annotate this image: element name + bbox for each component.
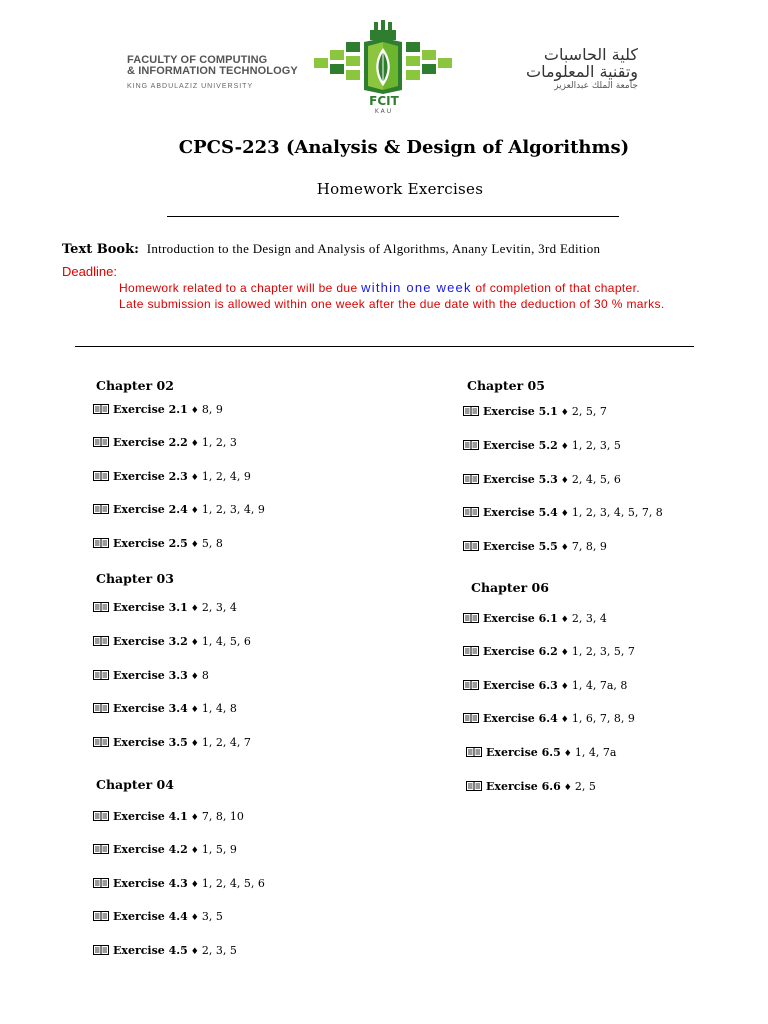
exercise-problems: 1, 2, 3, 5 — [571, 439, 621, 452]
diamond-bullet-icon: ♦ — [190, 604, 199, 614]
exercise-item — [466, 746, 616, 759]
exercise-item — [463, 405, 607, 418]
exercise-problems: 2, 3, 5 — [201, 944, 237, 957]
faculty-name-arabic — [462, 46, 638, 92]
diamond-bullet-icon: ♦ — [560, 682, 569, 692]
exercise-name: Exercise 3.1 — [113, 601, 188, 614]
arabic-university: جامعة الملك عبدالعزيز — [554, 81, 638, 91]
document-header — [0, 0, 768, 120]
diamond-bullet-icon: ♦ — [560, 715, 569, 725]
exercise-item — [93, 635, 251, 648]
book-icon — [93, 471, 109, 481]
exercise-name: Exercise 2.5 — [113, 537, 188, 550]
exercise-name: Exercise 2.2 — [113, 436, 188, 449]
diamond-bullet-icon: ♦ — [560, 509, 569, 519]
exercise-item — [93, 436, 237, 449]
diamond-bullet-icon: ♦ — [190, 406, 199, 416]
exercise-name: Exercise 6.5 — [486, 746, 561, 759]
exercise-item — [463, 439, 621, 452]
exercise-name: Exercise 4.3 — [113, 877, 188, 890]
exercise-name: Exercise 6.2 — [483, 645, 558, 658]
exercise-name: Exercise 6.6 — [486, 780, 561, 793]
exercise-name: Exercise 4.5 — [113, 944, 188, 957]
exercise-problems: 1, 2, 4, 9 — [201, 470, 251, 483]
book-icon — [93, 404, 109, 414]
exercise-problems: 1, 4, 8 — [201, 702, 237, 715]
exercise-name: Exercise 2.4 — [113, 503, 188, 516]
diamond-bullet-icon: ♦ — [190, 506, 199, 516]
exercise-problems: 2, 4, 5, 6 — [571, 473, 621, 486]
exercise-item — [93, 944, 237, 957]
exercise-problems: 8, 9 — [201, 403, 223, 416]
book-icon — [463, 680, 479, 690]
exercise-item — [93, 843, 237, 856]
exercise-problems: 7, 8, 9 — [571, 540, 607, 553]
diamond-bullet-icon: ♦ — [190, 540, 199, 550]
exercise-problems: 8 — [201, 669, 209, 682]
deadline-label: Deadline: — [62, 264, 117, 279]
diamond-bullet-icon: ♦ — [560, 408, 569, 418]
exercise-problems: 1, 2, 3 — [201, 436, 237, 449]
book-icon — [463, 474, 479, 484]
arabic-line-1: كلية الحاسبات — [543, 45, 638, 64]
exercise-problems: 3, 5 — [201, 910, 223, 923]
course-title: CPCS-223 (Analysis & Design of Algorithms) — [178, 137, 630, 158]
diamond-bullet-icon: ♦ — [190, 672, 199, 682]
arabic-line-2: وتقنية المعلومات — [526, 62, 638, 81]
exercise-problems: 1, 2, 4, 5, 6 — [201, 877, 265, 890]
exercise-item — [463, 612, 607, 625]
exercise-problems: 2, 3, 4 — [571, 612, 607, 625]
exercise-item — [93, 736, 251, 749]
exercise-problems: 2, 3, 4 — [201, 601, 237, 614]
faculty-name-english — [127, 55, 298, 92]
book-icon — [463, 713, 479, 723]
exercise-item — [93, 810, 244, 823]
exercise-name: Exercise 5.2 — [483, 439, 558, 452]
exercise-name: Exercise 4.4 — [113, 910, 188, 923]
faculty-line-1: FACULTY OF COMPUTING — [127, 54, 268, 66]
exercise-problems: 1, 2, 4, 7 — [201, 736, 251, 749]
chapter-title: Chapter 06 — [471, 580, 549, 595]
exercise-name: Exercise 5.5 — [483, 540, 558, 553]
exercise-name: Exercise 6.3 — [483, 679, 558, 692]
diamond-bullet-icon: ♦ — [190, 846, 199, 856]
document-subtitle: Homework Exercises — [316, 180, 484, 198]
book-icon — [93, 602, 109, 612]
exercise-item — [93, 601, 237, 614]
exercise-name: Exercise 4.1 — [113, 810, 188, 823]
exercise-item — [93, 503, 265, 516]
exercise-item — [463, 506, 663, 519]
exercise-name: Exercise 5.1 — [483, 405, 558, 418]
book-icon — [466, 747, 482, 757]
chapter-title: Chapter 05 — [467, 378, 545, 393]
textbook-info — [62, 241, 600, 257]
book-icon — [93, 437, 109, 447]
exercise-problems: 2, 5 — [574, 780, 596, 793]
exercise-problems: 1, 2, 3, 5, 7 — [571, 645, 635, 658]
book-icon — [93, 703, 109, 713]
book-icon — [463, 613, 479, 623]
exercise-item — [93, 669, 209, 682]
exercise-name: Exercise 3.3 — [113, 669, 188, 682]
textbook-label: Text Book: — [62, 242, 139, 257]
diamond-bullet-icon: ♦ — [560, 615, 569, 625]
exercise-problems: 5, 8 — [201, 537, 223, 550]
book-icon — [463, 440, 479, 450]
exercise-item — [93, 403, 223, 416]
exercise-name: Exercise 4.2 — [113, 843, 188, 856]
chapter-title: Chapter 02 — [96, 378, 174, 393]
book-icon — [466, 781, 482, 791]
book-icon — [463, 541, 479, 551]
exercise-name: Exercise 3.4 — [113, 702, 188, 715]
diamond-bullet-icon: ♦ — [560, 476, 569, 486]
exercise-item — [93, 537, 223, 550]
deadline-rule-1-pre: Homework related to a chapter will be due — [119, 281, 362, 295]
diamond-bullet-icon: ♦ — [563, 749, 572, 759]
diamond-bullet-icon: ♦ — [560, 442, 569, 452]
faculty-line-2: & INFORMATION TECHNOLOGY — [127, 65, 298, 77]
textbook-value: Introduction to the Design and Analysis of Algorithms, Anany Levitin, 3rd Edition — [146, 241, 601, 256]
exercise-item — [463, 679, 627, 692]
exercise-item — [93, 877, 265, 890]
exercise-problems: 7, 8, 10 — [201, 810, 244, 823]
exercise-name: Exercise 5.3 — [483, 473, 558, 486]
diamond-bullet-icon: ♦ — [190, 947, 199, 957]
book-icon — [93, 911, 109, 921]
exercise-problems: 1, 5, 9 — [201, 843, 237, 856]
diamond-bullet-icon: ♦ — [190, 913, 199, 923]
exercise-problems: 1, 4, 7a — [574, 746, 617, 759]
exercise-item — [463, 540, 607, 553]
exercise-problems: 1, 4, 7a, 8 — [571, 679, 628, 692]
book-icon — [463, 406, 479, 416]
book-icon — [93, 538, 109, 548]
exercise-item — [463, 473, 621, 486]
exercise-name: Exercise 3.5 — [113, 736, 188, 749]
university-name: KING ABDULAZIZ UNIVERSITY — [127, 83, 254, 90]
diamond-bullet-icon: ♦ — [190, 473, 199, 483]
exercise-item — [93, 910, 223, 923]
logo-subtext: KAU — [374, 108, 394, 115]
book-icon — [463, 646, 479, 656]
exercise-name: Exercise 6.1 — [483, 612, 558, 625]
book-icon — [93, 670, 109, 680]
exercise-item — [466, 780, 596, 793]
diamond-bullet-icon: ♦ — [560, 648, 569, 658]
deadline-rule-2: Late submission is allowed within one week after the due date with the deduction of 30 % marks. — [119, 297, 665, 311]
divider-line — [167, 216, 619, 217]
book-icon — [93, 844, 109, 854]
section-divider — [75, 346, 694, 347]
exercise-problems: 1, 4, 5, 6 — [201, 635, 251, 648]
book-icon — [93, 811, 109, 821]
book-icon — [93, 945, 109, 955]
book-icon — [93, 504, 109, 514]
exercise-name: Exercise 5.4 — [483, 506, 558, 519]
exercise-problems: 2, 5, 7 — [571, 405, 607, 418]
exercise-item — [93, 470, 251, 483]
logo-text: FCIT — [369, 94, 399, 108]
diamond-bullet-icon: ♦ — [560, 543, 569, 553]
exercise-item — [463, 712, 635, 725]
deadline-rule-1 — [119, 280, 640, 295]
diamond-bullet-icon: ♦ — [190, 439, 199, 449]
exercise-name: Exercise 2.3 — [113, 470, 188, 483]
exercise-name: Exercise 2.1 — [113, 403, 188, 416]
exercise-problems: 1, 2, 3, 4, 9 — [201, 503, 265, 516]
exercise-item — [463, 645, 635, 658]
deadline-highlight: within one week — [361, 280, 472, 295]
diamond-bullet-icon: ♦ — [190, 638, 199, 648]
deadline-rule-1-post: of completion of that chapter. — [471, 281, 640, 295]
diamond-bullet-icon: ♦ — [190, 705, 199, 715]
chapter-title: Chapter 04 — [96, 777, 174, 792]
diamond-bullet-icon: ♦ — [190, 813, 199, 823]
diamond-bullet-icon: ♦ — [563, 783, 572, 793]
book-icon — [93, 878, 109, 888]
book-icon — [93, 737, 109, 747]
chapter-title: Chapter 03 — [96, 571, 174, 586]
book-icon — [463, 507, 479, 517]
exercise-name: Exercise 3.2 — [113, 635, 188, 648]
book-icon — [93, 636, 109, 646]
exercise-name: Exercise 6.4 — [483, 712, 558, 725]
diamond-bullet-icon: ♦ — [190, 739, 199, 749]
exercise-problems: 1, 2, 3, 4, 5, 7, 8 — [571, 506, 663, 519]
diamond-bullet-icon: ♦ — [190, 880, 199, 890]
exercise-item — [93, 702, 237, 715]
exercise-problems: 1, 6, 7, 8, 9 — [571, 712, 635, 725]
